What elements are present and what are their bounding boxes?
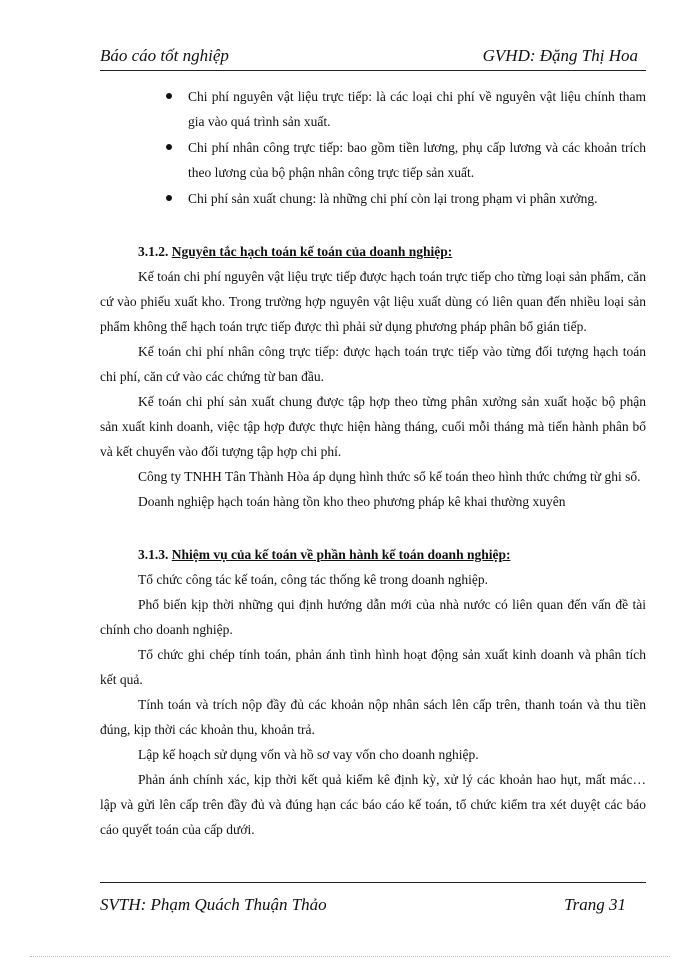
- footer-page-number: Trang 31: [564, 895, 626, 914]
- paragraph: Tính toán và trích nộp đầy đủ các khoản nộp nhân sách lên cấp trên, thanh toán và thu tiền đúng, kịp thời các khoản thu, khoản trả.: [100, 697, 646, 737]
- paragraph: Doanh nghiệp hạch toán hàng tồn kho theo phương pháp kê khai thường xuyên: [138, 494, 566, 509]
- paragraph: Kế toán chi phí nhân công trực tiếp: được hạch toán trực tiếp vào từng đối tượng hạch toán chi phí, căn cứ vào các chứng từ ban đầu.: [100, 344, 646, 384]
- cost-bullet-list: [100, 84, 646, 211]
- page-content: [100, 84, 646, 842]
- section-heading-3-1-2: 3.1.2. Nguyên tắc hạch toán kế toán của doanh nghiệp:: [138, 244, 453, 259]
- footer-student-name: SVTH: Phạm Quách Thuận Thảo: [100, 895, 327, 914]
- list-item: Chi phí nguyên vật liệu trực tiếp: là các loại chi phí về nguyên vật liệu chính tham gia vào quá trình sản xuất.: [100, 84, 646, 134]
- list-item: Chi phí sản xuất chung: là những chi phí còn lại trong phạm vi phân xưởng.: [100, 186, 646, 211]
- page-footer: [100, 882, 646, 923]
- paragraph: Phản ánh chính xác, kịp thời kết quả kiểm kê định kỳ, xử lý các khoản hao hụt, mất mác… lập và gửi lên cấp trên đầy đủ và đúng hạn các báo cáo kế toán, tổ chức kiểm tra xét duyệt các báo cáo quyết toán của cấp dưới.: [100, 772, 646, 837]
- header-advisor: GVHD: Đặng Thị Hoa: [482, 46, 638, 65]
- bullet-icon: [166, 144, 172, 150]
- header-report-title: Báo cáo tốt nghiệp: [100, 46, 229, 65]
- paragraph: Tổ chức ghi chép tính toán, phản ánh tình hình hoạt động sản xuất kinh doanh và phân tích kết quả.: [100, 647, 646, 687]
- paragraph: Kế toán chi phí sản xuất chung được tập hợp theo từng phân xưởng sản xuất hoặc bộ phận sản xuất kinh doanh, việc tập hợp được thực hiện hàng tháng, cuối mỗi tháng mà tiến hành phân bổ và kết chuyển vào đối tượng tập hợp chi phí.: [100, 394, 646, 459]
- page-bottom-divider: [30, 956, 670, 957]
- page-header: [100, 40, 646, 71]
- paragraph: Lập kế hoạch sử dụng vốn và hồ sơ vay vốn cho doanh nghiệp.: [138, 747, 479, 762]
- paragraph: Công ty TNHH Tân Thành Hòa áp dụng hình thức sổ kế toán theo hình thức chứng từ ghi sổ.: [138, 469, 641, 484]
- list-item: Chi phí nhân công trực tiếp: bao gồm tiền lương, phụ cấp lương và các khoản trích theo lương của bộ phận nhân công trực tiếp sản xuất.: [100, 135, 646, 185]
- bullet-icon: [166, 195, 172, 201]
- section-heading-3-1-3: 3.1.3. Nhiệm vụ của kế toán về phần hành kế toán doanh nghiệp:: [138, 547, 511, 562]
- paragraph: Phổ biến kịp thời những qui định hướng dẫn mới của nhà nước có liên quan đến vấn đề tài chính cho doanh nghiệp.: [100, 597, 646, 637]
- paragraph: Kế toán chi phí nguyên vật liệu trực tiếp được hạch toán trực tiếp cho từng loại sản phẩm, căn cứ vào phiếu xuất kho. Trong trường hợp nguyên vật liệu xuất dùng có liên quan đến nhiều loại sản phẩm không thể hạch toán trực tiếp được thì phải sử dụng phương pháp phân bổ gián tiếp.: [100, 269, 646, 334]
- paragraph: Tổ chức công tác kế toán, công tác thống kê trong doanh nghiệp.: [138, 572, 488, 587]
- bullet-icon: [166, 93, 172, 99]
